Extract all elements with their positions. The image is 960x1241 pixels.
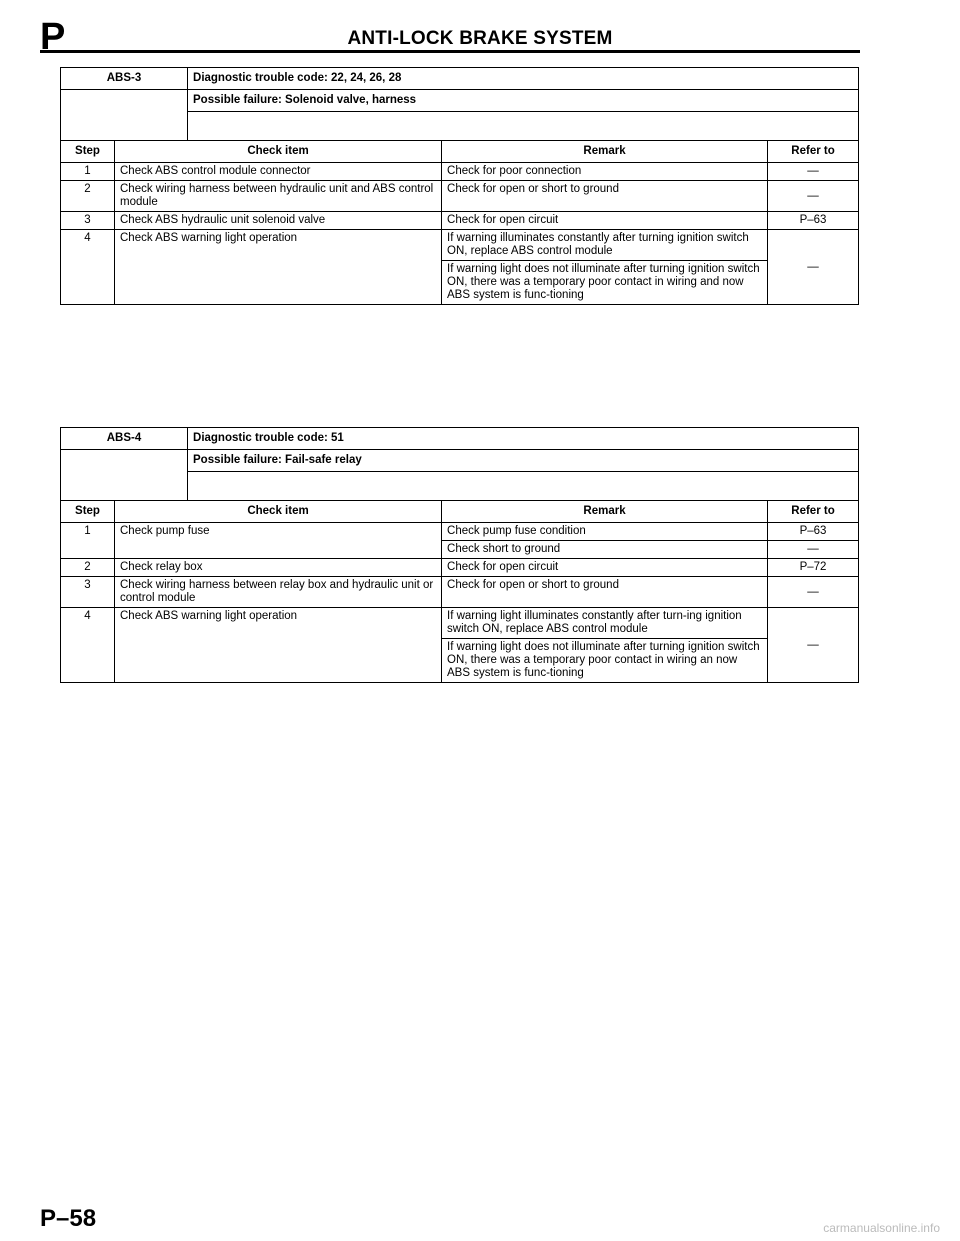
step-number: 4 [61, 608, 115, 683]
refer-to: — [768, 577, 859, 608]
check-item: Check ABS hydraulic unit solenoid valve [115, 212, 442, 230]
col-check-item: Check item [115, 141, 442, 163]
check-item: Check ABS warning light operation [115, 608, 442, 683]
table-row [61, 212, 859, 230]
section-letter: P [40, 16, 66, 58]
title-rule [40, 50, 860, 53]
refer-to: — [768, 230, 859, 305]
step-number: 4 [61, 230, 115, 305]
page-title: ANTI-LOCK BRAKE SYSTEM [347, 28, 613, 49]
watermark: carmanualsonline.info [823, 1221, 940, 1235]
refer-to: P–63 [768, 212, 859, 230]
remark: Check for open circuit [442, 559, 768, 577]
refer-to: P–63 [768, 523, 859, 541]
check-item: Check ABS control module connector [115, 163, 442, 181]
table-code: ABS-4 [61, 428, 188, 450]
check-item: Check pump fuse [115, 523, 442, 559]
remark: If warning light illuminates constantly after turn-ing ignition switch ON, replace ABS control module [442, 608, 768, 639]
table-row [61, 523, 859, 541]
table-row [61, 577, 859, 608]
remark: Check for open or short to ground [442, 181, 768, 212]
diagnostic-code: Diagnostic trouble code: 22, 24, 26, 28 [188, 68, 859, 90]
check-item: Check relay box [115, 559, 442, 577]
remark: If warning light does not illuminate after turning ignition switch ON, there was a temporary poor contact in wiring an now ABS system is func-tioning [442, 639, 768, 683]
table-row [61, 163, 859, 181]
column-header-row [61, 141, 859, 163]
step-number: 2 [61, 181, 115, 212]
col-refer-to: Refer to [768, 501, 859, 523]
column-header-row [61, 501, 859, 523]
remark: Check for open or short to ground [442, 577, 768, 608]
check-item: Check ABS warning light operation [115, 230, 442, 305]
remark: If warning light does not illuminate after turning ignition switch ON, there was a temporary poor contact in wiring and now ABS system is func-tioning [442, 261, 768, 305]
refer-to: — [768, 608, 859, 683]
refer-to: — [768, 541, 859, 559]
col-step: Step [61, 501, 115, 523]
step-number: 2 [61, 559, 115, 577]
remark: Check short to ground [442, 541, 768, 559]
table-row [61, 181, 859, 212]
page-number: P–58 [40, 1205, 97, 1232]
step-number: 3 [61, 577, 115, 608]
table-row [61, 559, 859, 577]
remark: If warning illuminates constantly after turning ignition switch ON, replace ABS control module [442, 230, 768, 261]
step-number: 1 [61, 163, 115, 181]
col-remark: Remark [442, 501, 768, 523]
possible-failure: Possible failure: Solenoid valve, harness [188, 90, 859, 112]
remark: Check for open circuit [442, 212, 768, 230]
step-number: 1 [61, 523, 115, 559]
table-row [61, 230, 859, 261]
col-refer-to: Refer to [768, 141, 859, 163]
col-step: Step [61, 141, 115, 163]
table-code: ABS-3 [61, 68, 188, 90]
dtc-table-abs-4 [60, 427, 859, 683]
refer-to: P–72 [768, 559, 859, 577]
check-item: Check wiring harness between hydraulic unit and ABS control module [115, 181, 442, 212]
col-check-item: Check item [115, 501, 442, 523]
check-item: Check wiring harness between relay box and hydraulic unit or control module [115, 577, 442, 608]
remark: Check for poor connection [442, 163, 768, 181]
refer-to: — [768, 181, 859, 212]
remark: Check pump fuse condition [442, 523, 768, 541]
dtc-table-abs-3 [60, 67, 859, 305]
table-row [61, 608, 859, 639]
refer-to: — [768, 163, 859, 181]
step-number: 3 [61, 212, 115, 230]
possible-failure: Possible failure: Fail-safe relay [188, 450, 859, 472]
diagnostic-code: Diagnostic trouble code: 51 [188, 428, 859, 450]
col-remark: Remark [442, 141, 768, 163]
